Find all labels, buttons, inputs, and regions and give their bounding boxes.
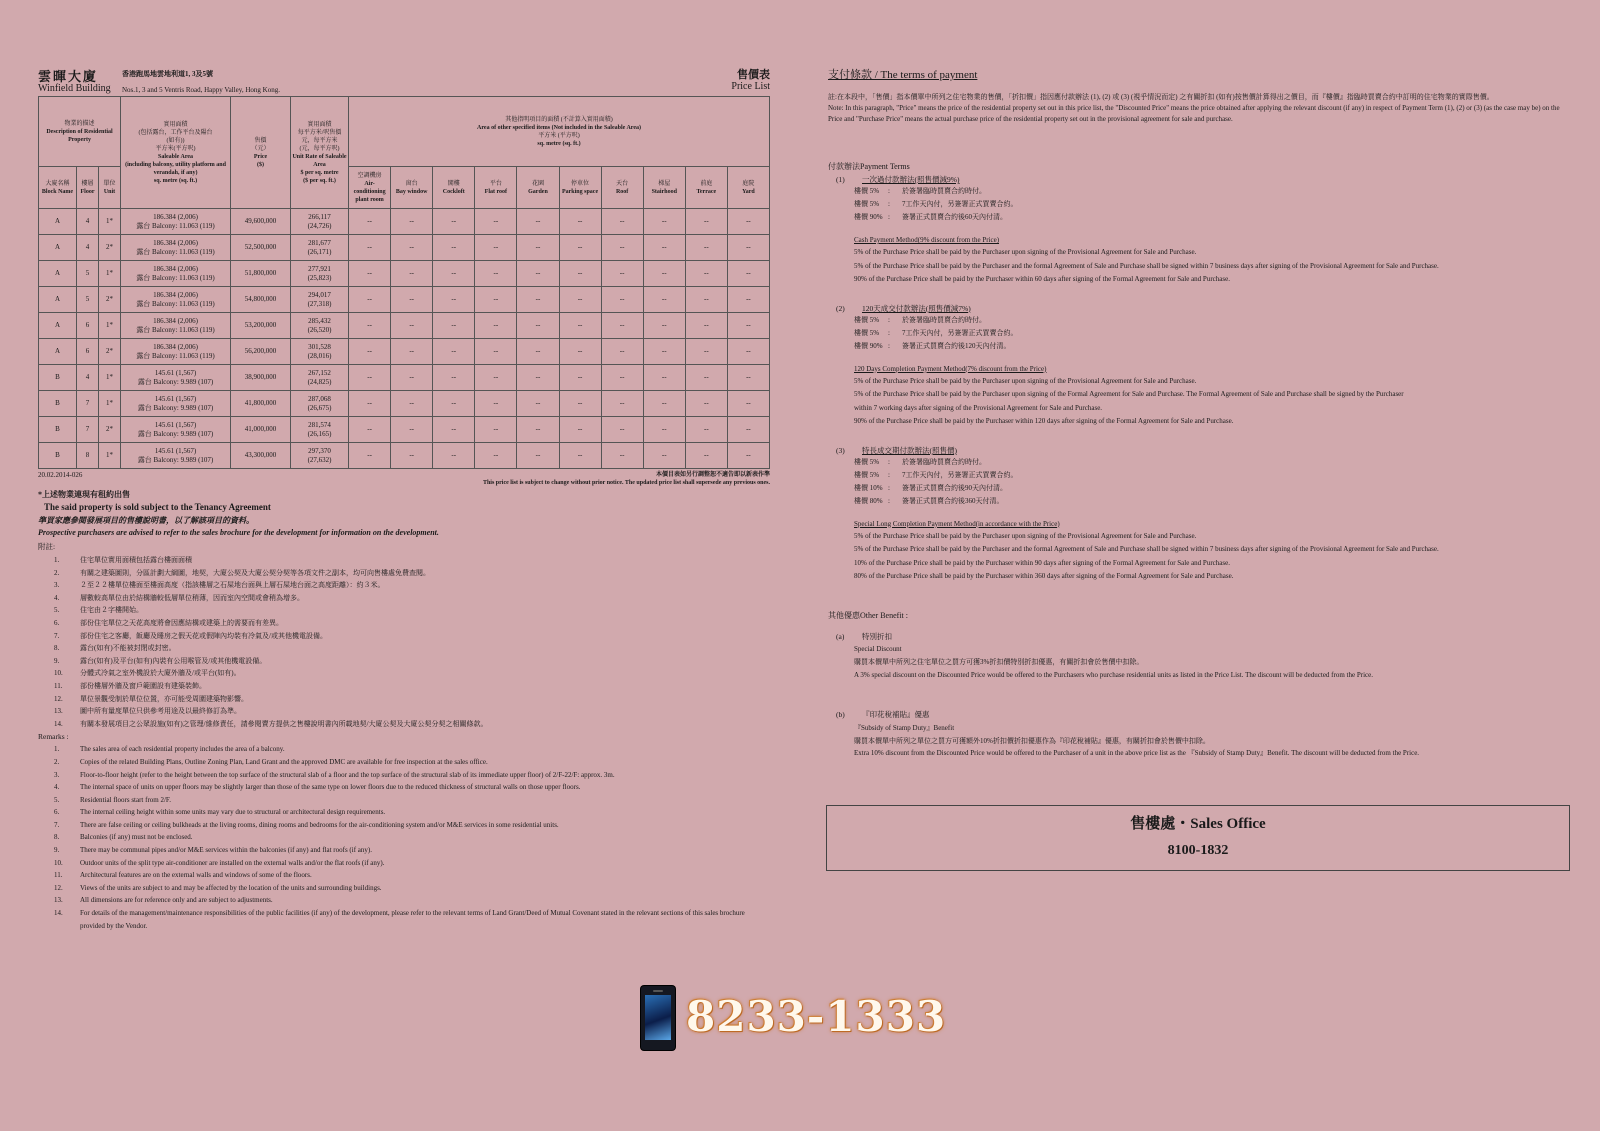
list-item: 14. For details of the management/maintenance responsibilities of the public facilities (if any) of the development, please refer to the relevant terms of Land Grant/Deed of Mutual Covenant stated in the relevant sections of this sales brochure provided by the Vendor. [54,909,745,930]
cell-other: -- [433,235,475,261]
list-item: 6. 部份住宅單位之天花高度將會因應結構或建築上的需要而有差異。 [54,618,283,627]
cell-other: -- [727,313,769,339]
cell-other: -- [559,391,601,417]
cell-floor: 8 [77,443,99,469]
cell-other: -- [475,313,517,339]
list-item: 12. 單位景觀受制於單位位置，亦可能受周圍建築物影響。 [54,694,248,703]
cell-rate: 297,370 (27,632) [291,443,349,469]
payment-terms-panel [828,66,1570,760]
cell-other: -- [475,391,517,417]
cell-other: -- [559,417,601,443]
cell-other: -- [727,417,769,443]
payment-terms-heading: 付款辦法Payment Terms [828,162,910,171]
building-address-en: Nos.1, 3 and 5 Ventris Road, Happy Valley, Hong Kong. [122,86,280,94]
cell-floor: 4 [77,365,99,391]
cell-area: 186.384 (2,006) 露台 Balcony: 11.063 (119) [121,261,231,287]
header-other-col: 庭院 Yard [727,167,769,209]
cell-unit: 2* [99,417,121,443]
cell-other: -- [685,313,727,339]
building-name-en: Winfield Building [38,83,111,94]
sales-office-phone[interactable]: 8100-1832 [1167,843,1229,858]
cell-floor: 7 [77,391,99,417]
cell-other: -- [349,365,391,391]
table-row [39,261,770,287]
cell-other: -- [475,261,517,287]
cell-other: -- [391,365,433,391]
cell-other: -- [349,261,391,287]
cell-rate: 294,017 (27,318) [291,287,349,313]
header-other-areas: 其他指明項目的面積 (不計算入實用面積) Area of other specified items (Not included in the Saleable Area) 平方米 (平方呎) sq. metre (sq. ft.) [349,97,770,167]
payment-term: (3) 特長成交期付款辦法(照售價) 樓價 5% : 於簽署臨時買賣合約時付。 樓價 5% : 7工作天內付，另簽署正式買賣合約。 樓價 10% : 簽署正式買賣合約後90天內付清。 樓價 80% : 簽署正式買賣合約後360天付清。 Special Long Completion Payment Method(in accordance with the Price) 5% of the Purchase Price shall be paid by the Purchaser upon signing of the Provisional Agreement for Sale and Purchase. 5% of the Purchase Price shall be paid by the Purchaser and the formal Agreement of Sale and Purchase shall be signed within 7 business days after signing of the Provisional Agreement for Sale and Purchase. 10% of the Purchase Price shall be paid by the Purchaser within 90 days after signing of the Formal Agreement for Sale and Purchase. 80% of the Purchase Price shall be paid by the Purchaser within 360 days after signing of the Formal Agreement for Sale and Purchase. [836,445,1439,580]
header-other-col: 窗台 Bay window [391,167,433,209]
cell-other: -- [727,209,769,235]
cell-other: -- [643,261,685,287]
cell-other: -- [475,443,517,469]
cell-other: -- [727,339,769,365]
cell-other: -- [433,313,475,339]
cell-other: -- [727,391,769,417]
cell-other: -- [517,443,559,469]
cell-other: -- [643,391,685,417]
hotline-number[interactable]: 8233-1333 [686,992,947,1041]
cell-area: 145.61 (1,567) 露台 Balcony: 9.989 (107) [121,417,231,443]
list-item: 1. 住宅單位實用面積包括露台樓面面積 [54,556,192,564]
cell-unit: 2* [99,339,121,365]
cell-floor: 6 [77,339,99,365]
list-item: 13. All dimensions are for reference only and are subject to adjustments. [54,896,273,905]
cell-block: A [39,339,77,365]
cell-other: -- [559,235,601,261]
list-item: 11. Architectural features are on the external walls and windows of some of the floors. [54,871,312,880]
header-other-col: 停車位 Parking space [559,167,601,209]
header-saleable-area: 實用面積 (包括露台，工作平台及陽台 (如有)) 平方米(平方呎) Saleable Area (including balcony, utility platform and verandah, if any) sq. metre (sq. ft.) [121,97,231,209]
cell-other: -- [475,417,517,443]
price-change-notice: 本價目表如另行調整恕不適告即以新表作準 This price list is subject to change without prior notice. The updated price list shall supersede any previous ones. [482,472,770,486]
cell-rate: 267,152 (24,825) [291,365,349,391]
tenancy-note-en: The said property is sold subject to the Tenancy Agreement [44,502,271,512]
list-item: 2. Copies of the related Building Plans, Outline Zoning Plan, Land Grant and the approved DMC are available for free inspection at the sales office. [54,757,488,766]
header-other-col: 閣樓 Cockloft [433,167,475,209]
cell-other: -- [601,313,643,339]
cell-price: 53,200,000 [231,313,291,339]
cell-rate: 277,921 (25,823) [291,261,349,287]
cell-other: -- [433,391,475,417]
price-list-title-en: Price List [731,81,770,92]
table-row [39,339,770,365]
cell-other: -- [475,339,517,365]
list-item: 6. The internal ceiling height within some units may vary due to structural or architectural design requirements. [54,808,386,817]
header-other-col: 空調機房 Air-conditioning plant room [349,167,391,209]
cell-other: -- [349,391,391,417]
cell-other: -- [727,365,769,391]
price-list-reference: 20.02.2014-026 [38,471,83,479]
cell-other: -- [601,339,643,365]
header-other-col: 平台 Flat roof [475,167,517,209]
cell-floor: 6 [77,313,99,339]
header-floor: 樓層 Floor [77,167,99,209]
cell-other: -- [559,365,601,391]
cell-price: 49,600,000 [231,209,291,235]
cell-rate: 301,528 (28,016) [291,339,349,365]
hotline-banner [641,986,981,1054]
building-address-zh: 香港跑馬地雲地利道1, 3及5號 [122,70,213,78]
cell-floor: 4 [77,235,99,261]
list-item: 10. Outdoor units of the split type air-conditioner are installed on the external walls and/or the flat roofs (if any). [54,858,385,867]
cell-other: -- [601,287,643,313]
cell-unit: 2* [99,235,121,261]
cell-other: -- [391,443,433,469]
cell-other: -- [685,417,727,443]
cell-other: -- [349,209,391,235]
header-unit: 單位 Unit [99,167,121,209]
cell-other: -- [559,443,601,469]
list-item: 12. Views of the units are subject to and may be affected by the location of the units and surrounding buildings. [54,883,382,892]
cell-other: -- [391,339,433,365]
cell-other: -- [433,209,475,235]
cell-other: -- [685,443,727,469]
cell-other: -- [643,313,685,339]
cell-other: -- [601,261,643,287]
list-item: 4. 層數較高單位由於結構牆較低層單位稍薄，因而室內空間或會稍為增多。 [54,593,304,602]
cell-other: -- [349,287,391,313]
price-list-title-zh: 售價表 [737,69,770,81]
cell-rate: 281,574 (26,165) [291,417,349,443]
list-item: 13. 圖中所有量度單位只供參考用途及以最終修訂為準。 [54,707,241,716]
cell-price: 56,200,000 [231,339,291,365]
cell-price: 41,800,000 [231,391,291,417]
table-row [39,313,770,339]
cell-price: 51,800,000 [231,261,291,287]
mobile-phone-icon [641,986,675,1050]
cell-other: -- [517,209,559,235]
cell-other: -- [601,391,643,417]
cell-unit: 1* [99,313,121,339]
cell-other: -- [475,235,517,261]
cell-other: -- [643,365,685,391]
header-unit-rate: 實用面積 每平方米/呎售價 元，每平方米 (元，每平方呎) Unit Rate of Saleable Area $ per sq. metre ($ per sq. ft.) [291,97,349,209]
cell-rate: 287,068 (26,675) [291,391,349,417]
cell-area: 186.384 (2,006) 露台 Balcony: 11.063 (119) [121,313,231,339]
header-block: 大廈名稱 Block Name [39,167,77,209]
list-item: 9. 露台(如有)及平台(如有)內裝有公用喉管及/或其他機電設備。 [54,656,267,665]
cell-block: B [39,365,77,391]
cell-block: A [39,287,77,313]
list-item: 8. Balconies (if any) must not be enclosed. [54,833,193,842]
sales-office-label: 售樓處・Sales Office [1130,816,1266,832]
remarks-en-list [38,743,770,932]
cell-other: -- [517,339,559,365]
cell-other: -- [517,417,559,443]
cell-other: -- [517,313,559,339]
cell-floor: 4 [77,209,99,235]
cell-other: -- [433,443,475,469]
cell-other: -- [475,287,517,313]
payment-note-en: Note: In this paragraph, "Price" means the price of the residential property set out in this price list, the "Discounted Price" means the price obtained after applying the relevant discount (if any) in respect of Payment Term (1), (2) or (3) (as the case may be) on the Price and "Purchase Price" means the actual purchase price of the residential property set out in the provisional agreement for sale and purchase. [828,104,1560,123]
cell-other: -- [349,313,391,339]
list-item: 2. 有關之建築圖則，分區計劃大綱圖，地契，大廈公契及大廈公契分契等各項文件之副本，均可向售樓處免費查閱。 [54,568,430,577]
cell-floor: 5 [77,287,99,313]
table-row [39,209,770,235]
payment-term: (1) 一次過付款辦法(照售價減9%) 樓價 5% : 於簽署臨時買賣合約時付。 樓價 5% : 7工作天內付，另簽署正式買賣合約。 樓價 90% : 簽署正式買賣合約後60天內付清。 Cash Payment Method(9% discount from the Price) 5% of the Purchase Price shall be paid by the Purchaser upon signing of the Provisional Agreement for Sale and Purchase. 5% of the Purchase Price shall be paid by the Purchaser and the formal Agreement of Sale and Purchase shall be signed within 7 business days after signing of the Provisional Agreement for Sale and Purchase. 90% of the Purchase Price shall be paid by the Purchaser within 60 days after signing of the Formal Agreement for Sale and Purchase. [836,175,1439,283]
cell-other: -- [559,261,601,287]
cell-other: -- [643,287,685,313]
list-item: 9. There may be communal pipes and/or M&E services within the balconies (if any) and flat roofs (if any). [54,846,372,855]
cell-block: B [39,417,77,443]
benefit-special-discount: (a) 特別折扣 Special Discount 購買本價單中所列之住宅單位之買方可獲3%折扣價特別折扣優惠，有關折扣會於售價中扣除。 A 3% special discount on the Discounted Price would be offered to the Purchasers who purchase residential units as listed in the Price List. The discount will be deducted from the Price. [836,631,1373,679]
price-list-panel [38,66,770,932]
cell-area: 145.61 (1,567) 露台 Balcony: 9.989 (107) [121,365,231,391]
cell-other: -- [559,313,601,339]
payment-term: (2) 120天成交付款辦法(照售價減7%) 樓價 5% : 於簽署臨時買賣合約時付。 樓價 5% : 7工作天內付，另簽署正式買賣合約。 樓價 90% : 簽署正式買賣合約後120天內付清。 120 Days Completion Payment Method(7% discount from the Price) 5% of the Purchase Price shall be paid by the Purchaser upon signing of the Provisional Agreement for Sale and Purchase. 5% of the Purchase Price shall be paid by the Purchaser upon signing of the Formal Agreement for Sale and Purchase. The Formal Agreement of Sale and Purchase shall be signed by the Purchaser within 7 working days after signing of the Provisional Agreement for Sale and Purchase. 90% of the Purchase Price shall be paid by the Purchaser within 120 days after signing of the Formal Agreement for Sale and Purchase. [836,303,1404,425]
sales-office-box [826,805,1570,871]
list-item: 4. The internal space of units on upper floors may be slightly larger than those of the same type on lower floors due to the reduced thickness of structural walls on those upper floors. [54,783,581,792]
cell-other: -- [433,339,475,365]
list-item: 14. 有關本發展項目之公眾設施(如有)之管理/維修責任，請參閱賣方提供之售樓說明書內所載地契/大廈公契及大廈公契分契之相關條款。 [54,719,488,728]
cell-other: -- [727,235,769,261]
cell-other: -- [727,261,769,287]
cell-block: A [39,209,77,235]
table-row [39,443,770,469]
cell-other: -- [391,417,433,443]
cell-other: -- [349,339,391,365]
cell-unit: 1* [99,391,121,417]
cell-other: -- [391,209,433,235]
cell-area: 145.61 (1,567) 露台 Balcony: 9.989 (107) [121,443,231,469]
cell-other: -- [349,417,391,443]
payment-terms-title: 支付條款 / The terms of payment [828,69,978,81]
cell-other: -- [685,365,727,391]
tenancy-note-zh: *上述物業連現有租約出售 [38,490,130,499]
cell-other: -- [517,261,559,287]
cell-rate: 266,117 (24,726) [291,209,349,235]
cell-other: -- [643,417,685,443]
cell-floor: 5 [77,261,99,287]
payment-note-zh: 註:在本段中，「售價」指本價單中所列之住宅物業的售價，「折扣價」指因應付款辦法 (1), (2) 或 (3) (視乎情況而定) 之有關折扣 (如有)按售價計算得出之價目，而『樓價』指臨時買賣合約中訂明的住宅物業的實際售價。 [828,93,1494,101]
header-other-col: 天台 Roof [601,167,643,209]
cell-area: 145.61 (1,567) 露台 Balcony: 9.989 (107) [121,391,231,417]
remarks-title: Remarks : [38,732,69,742]
list-item: 10. 分體式冷氣之室外機設於大廈外牆及/或平台(如有)。 [54,669,241,678]
cell-other: -- [475,209,517,235]
cell-other: -- [601,235,643,261]
list-item: 11. 部份樓層外牆及窗戶範圍設有建築裝飾。 [54,681,206,690]
benefit-stamp-duty: (b) 『印花稅補貼』優惠 『Subsidy of Stamp Duty』Benefit 購買本價單中所列之單位之買方可獲額外10%折扣價折扣優惠作為『印花稅補貼』優惠，有關折扣會於售價中扣除。 Extra 10% discount from the Discounted Price would be offered to the Purchaser of a unit in the above price list as the 『Subsidy of Stamp Duty』Benefit. The discount will be deducted from the Price. [836,710,1420,758]
list-item: 7. 部份住宅之客廳，飯廳及睡房之假天花或假陣內均裝有冷氣及/或其他機電設備。 [54,631,327,640]
list-item: 3. ２至２２樓單位樓面至樓面高度（指該樓層之石屎地台面與上層石屎地台面之高度距離）：約３米。 [54,581,385,590]
cell-price: 54,800,000 [231,287,291,313]
cell-area: 186.384 (2,006) 露台 Balcony: 11.063 (119) [121,209,231,235]
cell-other: -- [685,261,727,287]
cell-other: -- [559,339,601,365]
cell-other: -- [643,209,685,235]
header-other-col: 前庭 Terrace [685,167,727,209]
table-row [39,365,770,391]
payment-terms-list [828,174,1570,584]
cell-price: 38,900,000 [231,365,291,391]
cell-other: -- [601,209,643,235]
header-description: 物業的描述 Description of Residential Property [39,97,121,167]
cell-other: -- [433,365,475,391]
cell-other: -- [391,261,433,287]
cell-price: 41,000,000 [231,417,291,443]
other-benefit-title: 其他優惠Other Benefit : [828,610,908,620]
advise-note: 準買家應參閱發展項目的售樓說明書，以了解該項目的資料。 Prospective purchasers are advised to refer to the sales brochure for the development for information on the development. [38,516,439,537]
cell-other: -- [517,235,559,261]
cell-block: B [39,443,77,469]
cell-other: -- [685,287,727,313]
header-other-col: 花園 Garden [517,167,559,209]
cell-other: -- [391,235,433,261]
cell-other: -- [727,287,769,313]
cell-other: -- [601,443,643,469]
cell-other: -- [517,365,559,391]
cell-other: -- [391,287,433,313]
cell-other: -- [559,287,601,313]
list-item: 7. There are false ceiling or ceiling bulkheads at the living rooms, dining rooms and bedrooms for the air-conditioning system and/or M&E services in some residential units. [54,820,559,829]
cell-other: -- [685,235,727,261]
cell-unit: 1* [99,209,121,235]
cell-other: -- [349,235,391,261]
header-price: 售價 （元） Price ($) [231,97,291,209]
cell-other: -- [391,391,433,417]
cell-other: -- [559,209,601,235]
cell-other: -- [517,287,559,313]
list-item: 1. The sales area of each residential property includes the area of a balcony. [54,745,285,754]
cell-floor: 7 [77,417,99,443]
cell-other: -- [685,339,727,365]
cell-unit: 1* [99,261,121,287]
cell-unit: 2* [99,287,121,313]
table-footer [38,471,770,487]
table-row [39,287,770,313]
list-item: 3. Floor-to-floor height (refer to the height between the top surface of the structural slab of a floor and the top surface of the structural slab of its immediate upper floor) of 2/F-22/F: approx. 3m. [54,770,615,779]
cell-other: -- [475,365,517,391]
list-item: 8. 露台(如有)不能被封閉或封密。 [54,644,176,653]
price-table [38,96,770,469]
table-row [39,391,770,417]
notes-zh-list [38,554,770,730]
cell-unit: 1* [99,443,121,469]
cell-other: -- [643,443,685,469]
list-item: 5. Residential floors start from 2/F. [54,795,172,804]
cell-block: B [39,391,77,417]
table-row [39,235,770,261]
cell-other: -- [433,261,475,287]
cell-other: -- [727,443,769,469]
table-row [39,417,770,443]
notes-zh-title: 附註: [38,542,56,551]
cell-block: A [39,261,77,287]
cell-other: -- [685,391,727,417]
cell-other: -- [433,287,475,313]
cell-other: -- [517,391,559,417]
building-name-zh: 雲暉大廈 [38,69,99,84]
cell-rate: 285,432 (26,520) [291,313,349,339]
cell-unit: 1* [99,365,121,391]
cell-other: -- [643,339,685,365]
cell-price: 52,500,000 [231,235,291,261]
cell-area: 186.384 (2,006) 露台 Balcony: 11.063 (119) [121,235,231,261]
cell-block: A [39,235,77,261]
cell-other: -- [391,313,433,339]
cell-other: -- [685,209,727,235]
price-list-header [38,66,770,96]
cell-other: -- [433,417,475,443]
cell-area: 186.384 (2,006) 露台 Balcony: 11.063 (119) [121,339,231,365]
list-item: 5. 住宅由２字樓開始。 [54,606,143,615]
cell-price: 43,300,000 [231,443,291,469]
cell-other: -- [643,235,685,261]
cell-other: -- [349,443,391,469]
header-other-col: 梯屋 Stairhood [643,167,685,209]
cell-block: A [39,313,77,339]
cell-rate: 281,677 (26,171) [291,235,349,261]
cell-area: 186.384 (2,006) 露台 Balcony: 11.063 (119) [121,287,231,313]
cell-other: -- [601,417,643,443]
cell-other: -- [601,365,643,391]
